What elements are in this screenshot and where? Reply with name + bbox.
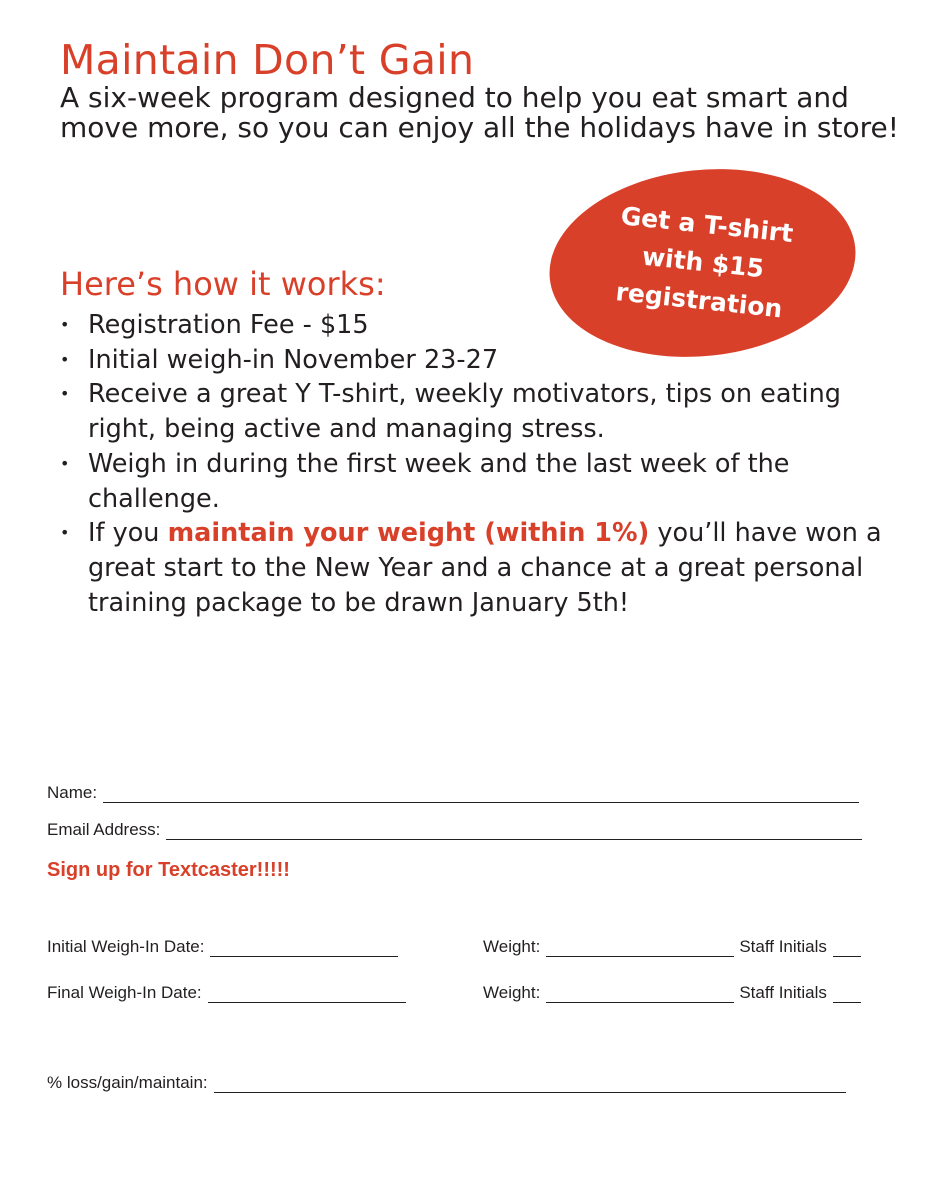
email-field[interactable]: [166, 821, 862, 840]
how-it-works-list: [60, 308, 890, 620]
email-row: [47, 820, 862, 840]
list-item: • Initial weigh-in November 23-27: [60, 343, 890, 378]
initial-weighin-date-field[interactable]: [210, 938, 398, 957]
badge-line: Get a T-shirt: [618, 201, 795, 249]
how-it-works-heading: Here’s how it works:: [60, 265, 386, 303]
badge-line: registration: [613, 277, 784, 324]
final-weight-field[interactable]: [546, 984, 734, 1003]
badge-line: with $15: [640, 241, 765, 284]
percent-field[interactable]: [214, 1074, 846, 1093]
email-label: Email Address:: [47, 820, 161, 839]
final-weighin-row: [47, 983, 861, 1003]
staff-initials-label: Staff Initials: [739, 937, 827, 956]
page-title: Maintain Don’t Gain: [60, 36, 475, 84]
staff-initials-label: Staff Initials: [739, 983, 827, 1002]
list-item: [60, 516, 890, 620]
textcaster-signup: Sign up for Textcaster!!!!!: [47, 859, 290, 881]
list-item-text: If you: [88, 518, 168, 549]
percent-label: % loss/gain/maintain:: [47, 1073, 208, 1092]
highlight-text: maintain your weight (within 1%): [167, 518, 650, 549]
final-staff-initials-field[interactable]: [833, 984, 861, 1003]
list-item: • Receive a great Y T-shirt, weekly motivators, tips on eating right, being active and managing stress.: [60, 377, 890, 446]
page-subtitle: A six-week program designed to help you eat smart and move more, so you can enjoy all the holidays have in store!: [60, 81, 899, 144]
name-field[interactable]: [103, 784, 859, 803]
name-label: Name:: [47, 783, 98, 802]
list-item: • Registration Fee - $15: [60, 308, 890, 343]
name-row: [47, 783, 859, 803]
final-weighin-date-field[interactable]: [208, 984, 406, 1003]
final-weighin-label: Final Weigh-In Date:: [47, 983, 202, 1002]
initial-staff-initials-field[interactable]: [833, 938, 861, 957]
list-item: • Weigh in during the first week and the last week of the challenge.: [60, 447, 890, 516]
weight-label: Weight:: [483, 983, 541, 1002]
initial-weighin-row: [47, 937, 861, 957]
list-item-text: you’ll have won a great start to the New Year and a chance at a great personal training package to be drawn January 5th!: [88, 518, 882, 618]
initial-weight-field[interactable]: [546, 938, 734, 957]
percent-row: [47, 1073, 846, 1093]
weight-label: Weight:: [483, 937, 541, 956]
initial-weighin-label: Initial Weigh-In Date:: [47, 937, 205, 956]
